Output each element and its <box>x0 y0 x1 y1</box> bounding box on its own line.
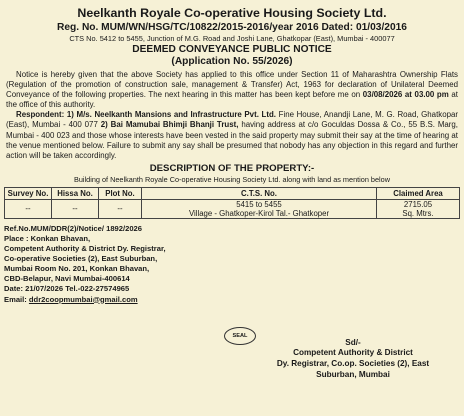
notice-paragraph-1 <box>6 70 458 110</box>
reference-number: Ref.No.MUM/DDR(2)/Notice/ 1892/2026 <box>4 223 142 233</box>
hearing-date: 03/08/2026 at 03.00 pm <box>362 90 449 100</box>
cell-area <box>377 199 460 218</box>
notice-intro: Notice is hereby given that the above Society has applied to this office under Section 11 of Maharashtra Ownership Flats (Regulation of the promotion of construction sale, management & Transfer) Act, 1963 for declaration of Unilateral Deemed Conveyance of the following properties. The next hearing in this matter has been kept before me on <box>6 70 458 100</box>
office-line-2: Co-operative Societies (2), East Suburban, <box>4 254 158 264</box>
date-telephone: Date: 21/07/2026 Tel.-022-27574965 <box>4 284 130 294</box>
signature-line-2: Dy. Registrar, Co.op. Societies (2), East <box>276 359 430 369</box>
description-subtitle: Building of Neelkanth Royale Co-operative Housing Society Ltd. along with land as mention below <box>74 174 390 184</box>
table-header-row <box>5 187 460 199</box>
signature-block <box>246 338 460 380</box>
cts-range: 5415 to 5455 <box>236 199 282 209</box>
signature-line-3: Suburban, Mumbai <box>316 369 390 379</box>
cell-survey: -- <box>5 199 52 218</box>
office-line-4: CBD-Belapur, Navi Mumbai-400614 <box>4 274 130 284</box>
area-value: 2715.05 <box>403 199 433 209</box>
respondent-1-name: 1) M/s. Neelkanth Mansions and Infrastructure Pvt. Ltd. <box>66 110 276 120</box>
notice-footer <box>4 223 460 379</box>
society-address: CTS No. 5412 to 5455, Junction of M.G. Road and Joshi Lane, Ghatkopar (East), Mumbai - 400077 <box>69 34 395 43</box>
office-line-3: Mumbai Room No. 201, Konkan Bhavan, <box>4 264 150 274</box>
application-number: (Application No. 55/2026) <box>171 56 293 67</box>
cell-plot: -- <box>99 199 142 218</box>
issuing-office <box>4 224 214 305</box>
notice-intro-end: at the office of this authority. <box>6 90 458 110</box>
respondent-1-address: Fine House, Anandji Lane, M. G. Road, Ghatkopar (East), Mumbai - 400 077 <box>6 110 458 130</box>
col-survey-no: Survey No. <box>5 187 52 199</box>
property-table <box>4 187 460 219</box>
col-claimed-area: Claimed Area <box>377 187 460 199</box>
notice-title: DEEMED CONVEYANCE PUBLIC NOTICE <box>132 44 332 55</box>
public-notice <box>4 6 460 408</box>
office-line-1: Competent Authority & District Dy. Registrar, <box>4 244 166 254</box>
col-cts-no: C.T.S. No. <box>142 187 377 199</box>
registration-number: Reg. No. MUM/WN/HSG/TC/10822/2015-2016/year 2016 Dated: 01/03/2016 <box>57 22 407 33</box>
cts-village: Village - Ghatkoper-Kirol Tal.- Ghatkoper <box>188 208 330 218</box>
respondent-label: Respondent: <box>16 110 65 120</box>
email-link[interactable]: ddr2coopmumbai@gmail.com <box>28 294 138 304</box>
cell-hissa: -- <box>52 199 99 218</box>
description-title: DESCRIPTION OF THE PROPERTY:- <box>149 162 315 174</box>
table-row <box>5 199 460 218</box>
official-seal: SEAL <box>224 327 256 345</box>
col-hissa-no: Hissa No. <box>52 187 99 199</box>
society-name: Neelkanth Royale Co-operative Housing Society Ltd. <box>77 6 387 20</box>
notice-paragraph-2 <box>6 110 458 160</box>
notice-body <box>6 70 458 161</box>
col-plot-no: Plot No. <box>99 187 142 199</box>
email-label: Email: <box>4 294 27 304</box>
signature-line-1: Competent Authority & District <box>293 348 413 358</box>
place: Place : Konkan Bhavan, <box>4 233 91 243</box>
respondent-2-name: 2) Bai Mamubai Bhimji Bhanji Trust, <box>100 120 239 130</box>
email-line <box>4 295 214 305</box>
area-unit: Sq. Mtrs. <box>402 208 434 218</box>
respondent-2-address: having address at c/o Goculdas Dossa & Co., 55 B.S. Marg, Mumbai - 400 023 and those whose interests have been vested in the said property may submit their say at the time of hearing at the venue mentioned below. Failure to submit any say shall be presumed that nobody has any objection in this regard and further action will be taken accordingly. <box>6 120 458 160</box>
signature-sd: Sd/- <box>345 337 361 347</box>
cell-cts <box>142 199 377 218</box>
